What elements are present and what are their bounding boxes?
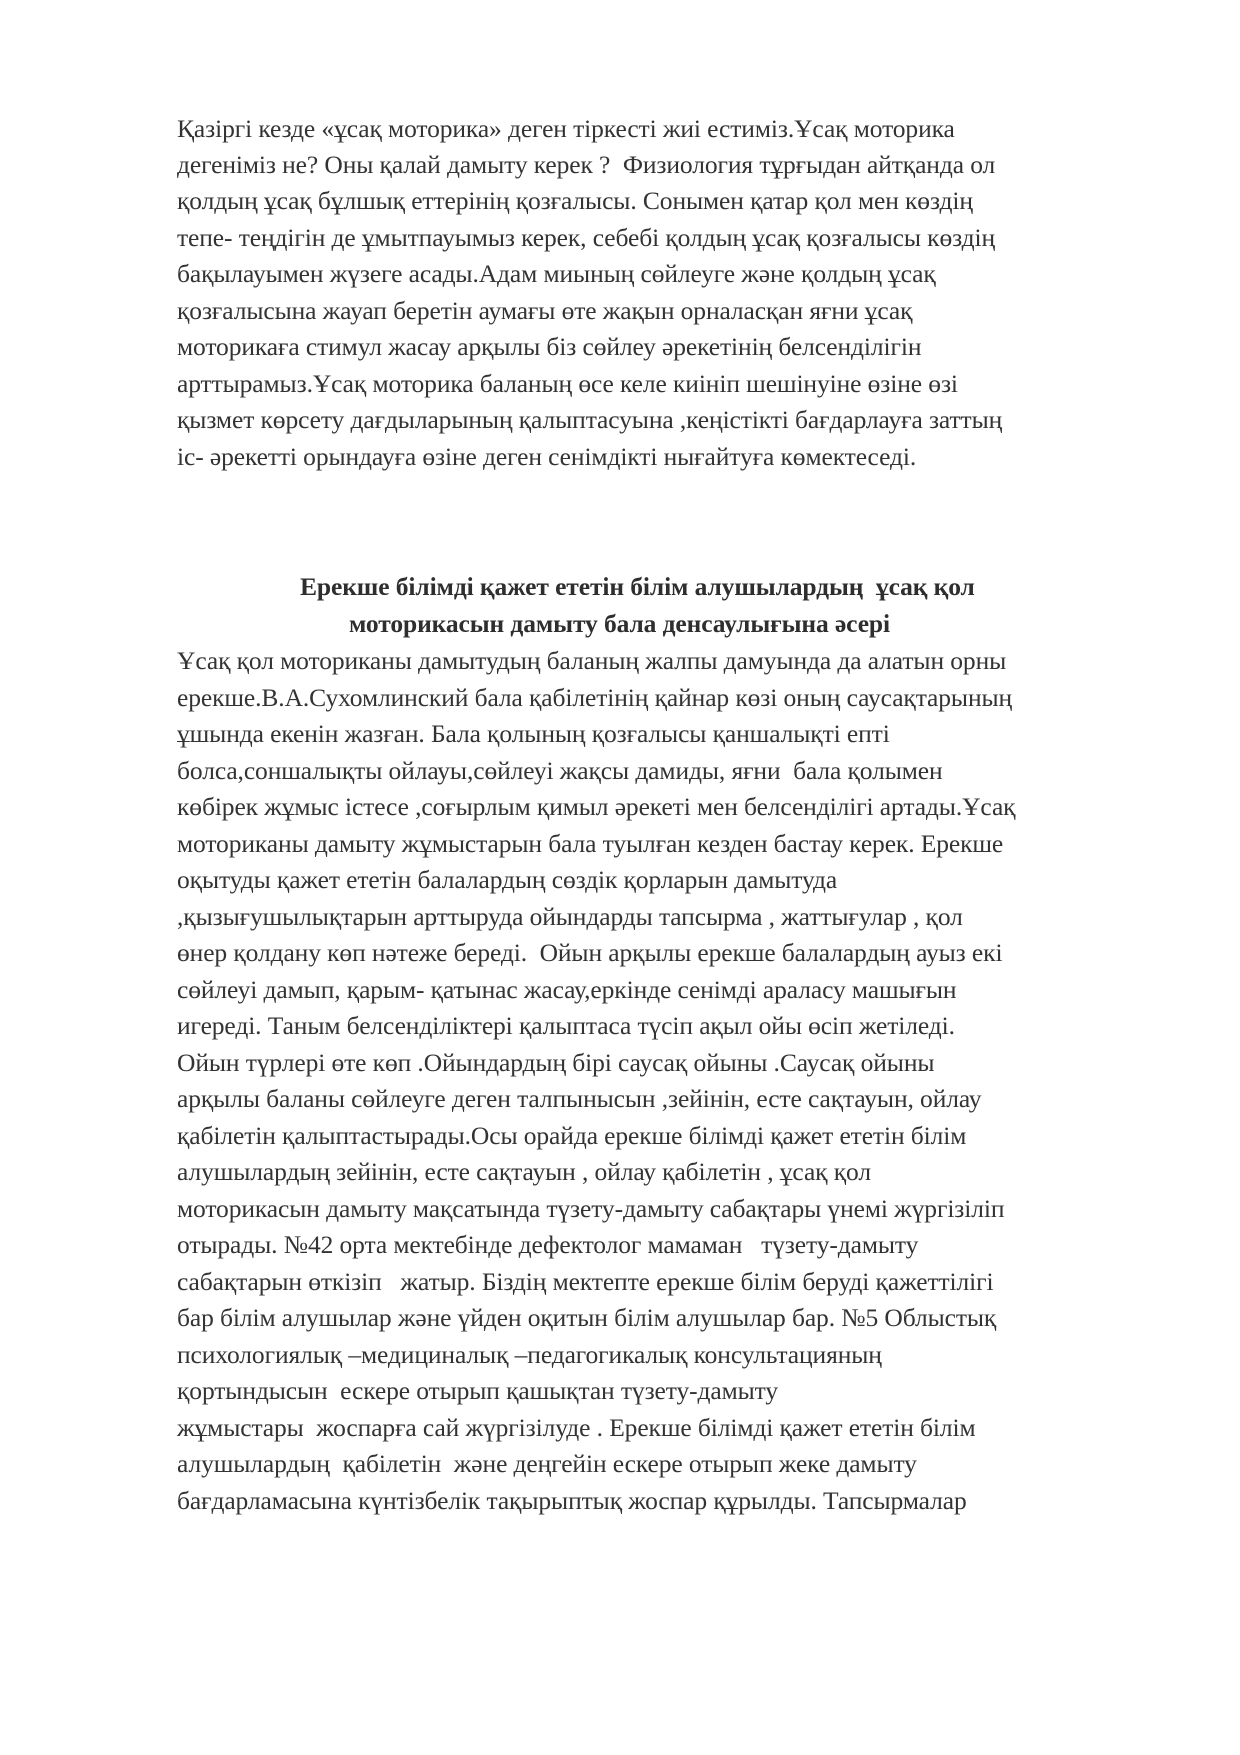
text-line: психологиялық –медициналық –педагогикалық консультацияның	[177, 1340, 882, 1369]
heading-line: моторикасын дамыту бала денсаулығына әсері	[349, 609, 890, 638]
text-line: ұшында екенін жазған. Бала қолының қозғалысы қаншалықті епті	[177, 719, 890, 748]
text-line: қозғалысына жауап беретін аумағы өте жақын орналасқан яғни ұсақ	[177, 296, 913, 325]
text-line: бар білім алушылар және үйден оқитын білім алушылар бар. №5 Облыстық	[177, 1303, 997, 1332]
text-line: көбірек жұмыс істесе ,соғырлым қимыл әрекеті мен белсенділігі артады.Ұсақ	[177, 792, 1016, 821]
text-line: оқытуды қажет ететін балалардың сөздік қорларын дамытуда	[177, 865, 838, 894]
heading-line: Ерекше білімді қажет ететін білім алушылардың ұсақ қол	[300, 572, 975, 601]
text-line: сөйлеуі дамып, қарым- қатынас жасау,еркінде сенімді араласу машығын	[177, 975, 957, 1004]
text-line: қызмет көрсету дағдыларының қалыптасуына ,кеңістікті бағдарлауға заттың	[177, 405, 1003, 434]
text-line: отырады. №42 орта мектебінде дефектолог мамаман түзету-дамыту	[177, 1230, 919, 1259]
text-line: алушылардың зейінін, есте сақтауын , ойлау қабілетін , ұсақ қол	[177, 1157, 871, 1186]
text-line: бағдарламасына күнтізбелік тақырыптық жоспар құрылды. Тапсырмалар	[177, 1486, 967, 1515]
text-line: арттырамыз.Ұсақ моторика баланың өсе келе киініп шешінуіне өзіне өзі	[177, 369, 958, 398]
text-line: ,қызығушылықтарын арттыруда ойындарды тапсырма , жаттығулар , қол	[177, 902, 963, 931]
text-line: моториканы дамыту жұмыстарын бала туылған кезден бастау керек. Ерекше	[177, 829, 1004, 858]
text-line: сабақтарын өткізіп жатыр. Біздің мектепте ерекше білім беруді қажеттілігі	[177, 1267, 994, 1296]
text-line: Ойын түрлері өте көп .Ойындардың бірі саусақ ойыны .Саусақ ойыны	[177, 1048, 935, 1077]
text-line: игереді. Таным белсенділіктері қалыптаса түсіп ақыл ойы өсіп жетіледі.	[177, 1011, 955, 1040]
text-line: бақылауымен жүзеге асады.Адам миының сөйлеуге және қолдың ұсақ	[177, 259, 936, 288]
text-line: қортындысын ескере отырып қашықтан түзету-дамыту	[177, 1376, 779, 1405]
text-line: қабілетін қалыптастырады.Осы орайда ерекше білімді қажет ететін білім	[177, 1121, 967, 1150]
text-line: моторикасын дамыту мақсатында түзету-дамыту сабақтары үнемі жүргізіліп	[177, 1194, 1005, 1223]
text-line: Қазіргі кезде «ұсақ моторика» деген тіркесті жиі естиміз.Ұсақ моторика	[177, 114, 955, 143]
text-line: жұмыстары жоспарға сай жүргізілуде . Ерекше білімді қажет ететін білім	[177, 1413, 976, 1442]
text-line: өнер қолдану көп нәтеже береді. Ойын арқылы ерекше балалардың ауыз екі	[177, 938, 1003, 967]
text-line: болса,соншалықты ойлауы,сөйлеуі жақсы дамиды, яғни бала қолымен	[177, 756, 943, 785]
text-line: алушылардың қабілетін және деңгейін ескере отырып жеке дамыту	[177, 1449, 917, 1478]
text-line: тепе- теңдігін де ұмытпауымыз керек, себебі қолдың ұсақ қозғалысы көздің	[177, 223, 996, 252]
text-line: қолдың ұсақ бұлшық еттерінің қозғалысы. Сонымен қатар қол мен көздің	[177, 186, 973, 215]
text-line: арқылы баланы сөйлеуге деген талпынысын ,зейінін, есте сақтауын, ойлау	[177, 1084, 982, 1113]
text-line: моторикаға стимул жасау арқылы біз сөйлеу әрекетінің белсенділігін	[177, 332, 922, 361]
text-line: дегеніміз не? Оны қалай дамыту керек ? Физиология тұрғыдан айтқанда ол	[177, 150, 996, 179]
text-line: іс- әрекетті орындауға өзіне деген сенімдікті нығайтуға көмектеседі.	[177, 442, 917, 471]
text-line: ерекше.В.А.Сухомлинский бала қабілетінің қайнар көзі оның саусақтарының	[177, 683, 1013, 712]
text-line: Ұсақ қол моториканы дамытудың баланың жалпы дамуында да алатын орны	[177, 646, 1007, 675]
